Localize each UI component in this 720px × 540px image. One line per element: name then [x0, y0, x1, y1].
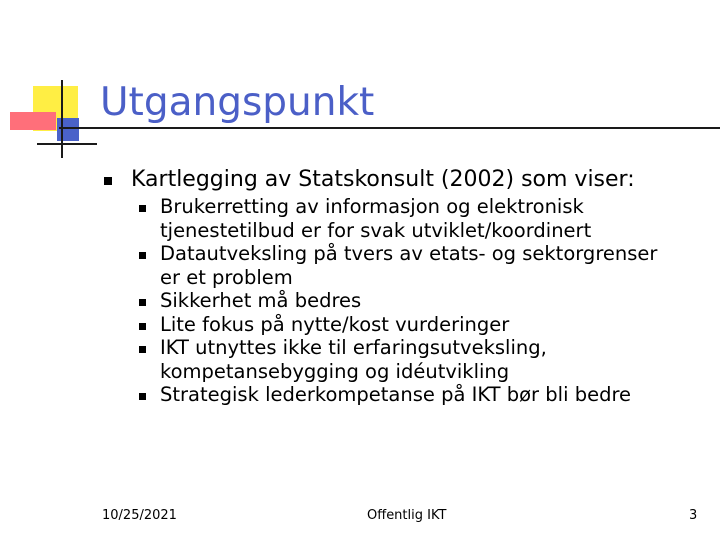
sub-bullet-marker [139, 205, 146, 212]
sub-bullet-item [160, 336, 710, 383]
sub-bullet-item [160, 313, 710, 337]
sub-bullet-marker [139, 252, 146, 259]
page-number: 3 [689, 508, 698, 523]
sub-bullet-line: Lite fokus på nytte/kost vurderinger [160, 312, 510, 336]
sub-bullet-line: er et problem [160, 265, 293, 289]
sub-bullet-line: Strategisk lederkompetanse på IKT bør bli bedre [160, 383, 632, 406]
title-underline [59, 127, 720, 129]
sub-bullet-marker [139, 393, 146, 400]
sub-bullet-item [160, 242, 710, 289]
sub-bullet-line: Datautveksling på tvers av etats- og sektorgrenser [160, 242, 658, 265]
footer-title: Offentlig IKT [367, 508, 447, 523]
sub-bullet-line: Brukerretting av informasjon og elektronisk [160, 195, 584, 218]
sub-bullet-marker [139, 323, 146, 330]
main-bullet-text: Kartlegging av Statskonsult (2002) som viser: [131, 167, 635, 192]
logo-vertical-line [61, 80, 63, 158]
sub-bullet-line: tjenestetilbud er for svak utviklet/koordinert [160, 218, 592, 242]
sub-bullet-line: kompetansebygging og idéutvikling [160, 359, 510, 383]
sub-bullet-item [160, 383, 710, 407]
footer-date: 10/25/2021 [102, 508, 177, 523]
sub-bullet-item [160, 195, 710, 242]
slide-title: Utgangspunkt [100, 80, 375, 125]
logo-red-bar [10, 112, 56, 130]
sub-bullet-marker [139, 299, 146, 306]
sub-bullet-line: IKT utnyttes ikke til erfaringsutveksling, [160, 336, 547, 359]
sub-bullet-item [160, 289, 710, 313]
sub-bullet-marker [139, 346, 146, 353]
sub-bullet-list [160, 195, 710, 407]
main-bullet-marker [104, 177, 112, 185]
logo-horizontal-line [37, 143, 97, 145]
sub-bullet-line: Sikkerhet må bedres [160, 289, 362, 312]
